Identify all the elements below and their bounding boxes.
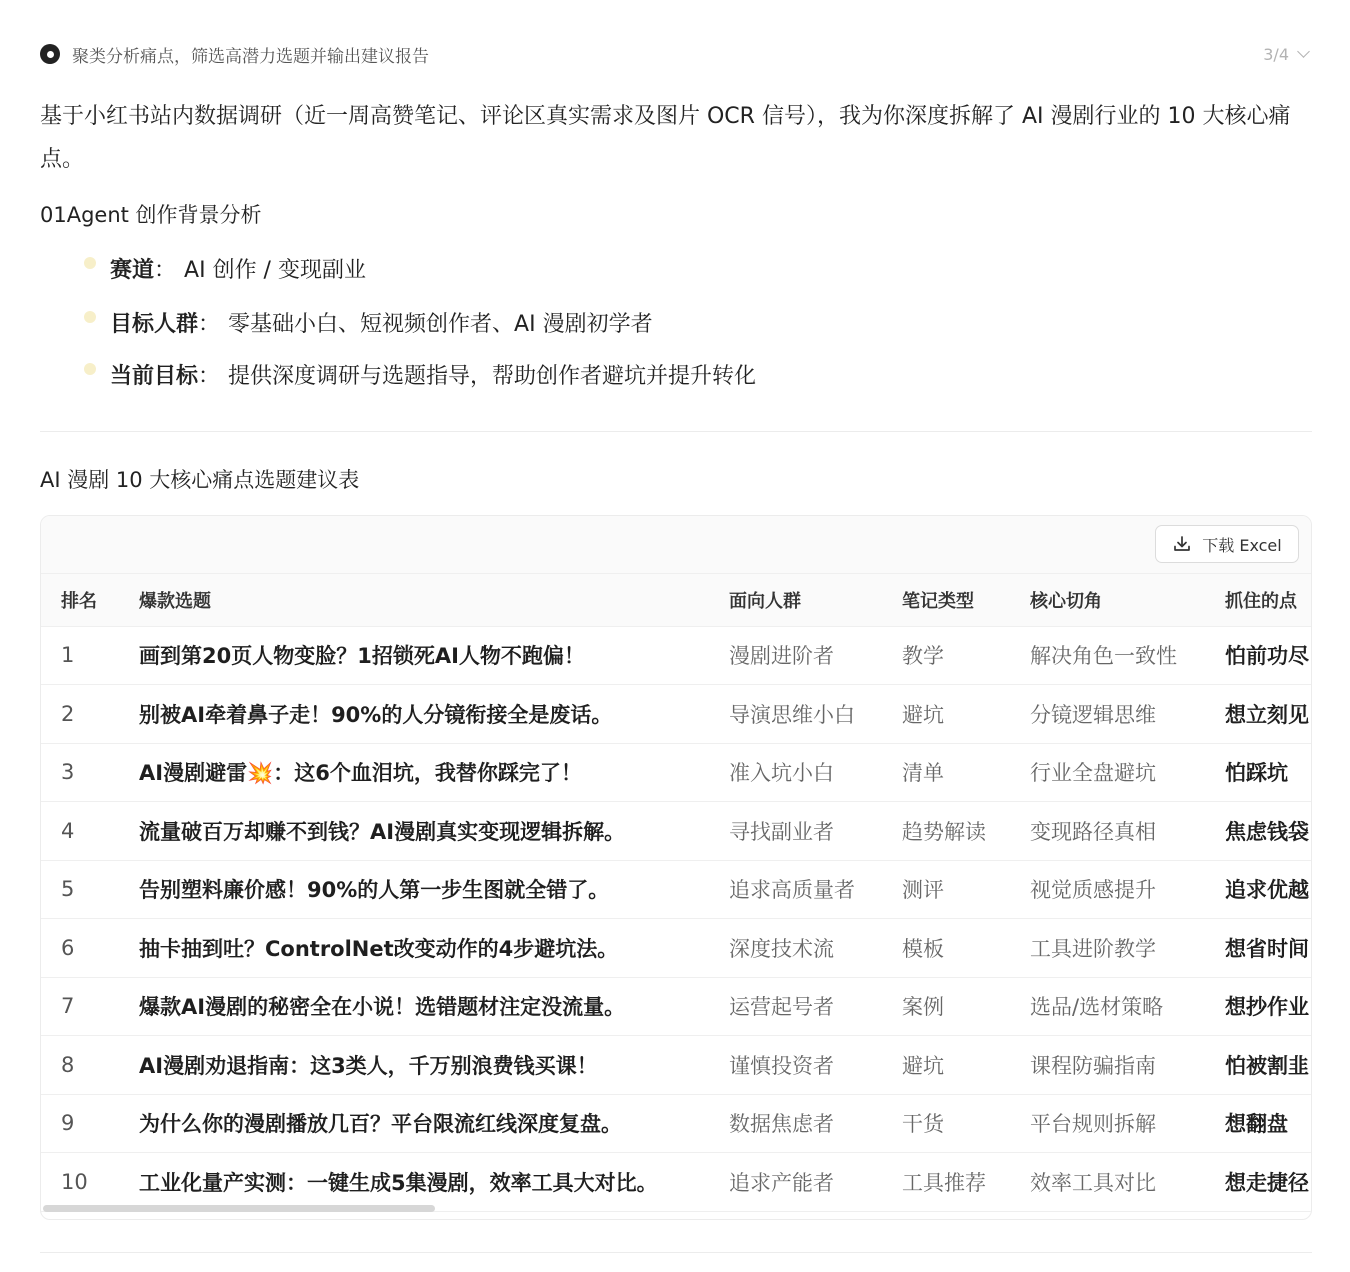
cell-hook: 想省时间	[1205, 919, 1312, 978]
header-rank: 排名	[41, 574, 119, 626]
cell-angle: 行业全盘避坑	[1010, 743, 1205, 802]
cell-audience: 运营起号者	[709, 977, 882, 1036]
background-list	[84, 248, 1312, 408]
cell-topic: 别被AI牵着鼻子走！90%的人分镜衔接全是废话。	[119, 685, 709, 744]
cell-topic: 告别塑料廉价感！90%的人第一步生图就全错了。	[119, 860, 709, 919]
cell-audience: 寻找副业者	[709, 802, 882, 861]
divider	[40, 1252, 1312, 1253]
cell-audience: 准入坑小白	[709, 743, 882, 802]
download-icon	[1172, 534, 1192, 554]
table-row	[41, 685, 1312, 744]
step-active-icon	[40, 44, 60, 64]
cell-hook: 想抄作业	[1205, 977, 1312, 1036]
table-title: AI 漫剧 10 大核心痛点选题建议表	[40, 468, 360, 492]
table-card	[40, 515, 1312, 1220]
cell-rank: 1	[41, 626, 119, 685]
cell-type: 避坑	[882, 685, 1010, 744]
list-item	[84, 354, 1312, 394]
cell-topic: 工业化量产实测：一键生成5集漫剧，效率工具大对比。	[119, 1153, 709, 1212]
cell-rank: 7	[41, 977, 119, 1036]
cell-angle: 分镜逻辑思维	[1010, 685, 1205, 744]
header-audience: 面向人群	[709, 574, 882, 626]
cell-audience: 漫剧进阶者	[709, 626, 882, 685]
cell-topic: 画到第20页人物变脸？1招锁死AI人物不跑偏！	[119, 626, 709, 685]
cell-type: 避坑	[882, 1036, 1010, 1095]
bullet-separator: ：	[198, 311, 221, 337]
cell-hook: 怕踩坑	[1205, 743, 1312, 802]
download-excel-button[interactable]	[1155, 525, 1299, 563]
cell-type: 趋势解读	[882, 802, 1010, 861]
section-label: 01Agent 创作背景分析	[40, 203, 262, 227]
list-item	[84, 248, 1312, 288]
cell-audience: 数据焦虑者	[709, 1094, 882, 1153]
cell-topic: 爆款AI漫剧的秘密全在小说！选错题材注定没流量。	[119, 977, 709, 1036]
cell-topic: AI漫剧劝退指南：这3类人，千万别浪费钱买课！	[119, 1036, 709, 1095]
table-row	[41, 860, 1312, 919]
cell-hook: 想翻盘	[1205, 1094, 1312, 1153]
bullet-separator: ：	[198, 363, 221, 389]
cell-hook: 怕被割韭	[1205, 1036, 1312, 1095]
cell-hook: 想立刻见	[1205, 685, 1312, 744]
cell-audience: 追求产能者	[709, 1153, 882, 1212]
horizontal-scrollbar[interactable]	[43, 1205, 435, 1212]
header-angle: 核心切角	[1010, 574, 1205, 626]
bullet-dot-icon	[84, 363, 96, 375]
bullet-separator: ：	[154, 257, 177, 283]
cell-rank: 10	[41, 1153, 119, 1212]
cell-rank: 9	[41, 1094, 119, 1153]
cell-rank: 6	[41, 919, 119, 978]
cell-audience: 深度技术流	[709, 919, 882, 978]
header-topic: 爆款选题	[119, 574, 709, 626]
cell-rank: 5	[41, 860, 119, 919]
bullet-key: 赛道	[110, 257, 155, 283]
table-header-row	[41, 574, 1312, 626]
cell-rank: 8	[41, 1036, 119, 1095]
list-item	[84, 302, 1312, 342]
cell-angle: 视觉质感提升	[1010, 860, 1205, 919]
table-row	[41, 743, 1312, 802]
cell-hook: 焦虑钱袋	[1205, 802, 1312, 861]
table-row	[41, 626, 1312, 685]
table-row	[41, 1153, 1312, 1212]
cell-angle: 平台规则拆解	[1010, 1094, 1205, 1153]
bullet-value: 零基础小白、短视频创作者、AI 漫剧初学者	[228, 311, 653, 337]
cell-type: 测评	[882, 860, 1010, 919]
divider	[40, 431, 1312, 432]
bullet-value: AI 创作 / 变现副业	[184, 257, 366, 283]
cell-hook: 怕前功尽	[1205, 626, 1312, 685]
cell-angle: 解决角色一致性	[1010, 626, 1205, 685]
cell-audience: 追求高质量者	[709, 860, 882, 919]
bullet-key: 目标人群	[110, 311, 199, 337]
cell-angle: 课程防骗指南	[1010, 1036, 1205, 1095]
step-header[interactable]	[40, 40, 1312, 68]
cell-angle: 变现路径真相	[1010, 802, 1205, 861]
cell-angle: 选品/选材策略	[1010, 977, 1205, 1036]
table-row	[41, 919, 1312, 978]
chevron-down-icon[interactable]	[1297, 45, 1310, 58]
table-row	[41, 977, 1312, 1036]
cell-topic: 为什么你的漫剧播放几百？平台限流红线深度复盘。	[119, 1094, 709, 1153]
cell-type: 模板	[882, 919, 1010, 978]
cell-rank: 4	[41, 802, 119, 861]
cell-topic: AI漫剧避雷💥：这6个血泪坑，我替你踩完了！	[119, 743, 709, 802]
cell-topic: 流量破百万却赚不到钱？AI漫剧真实变现逻辑拆解。	[119, 802, 709, 861]
cell-topic: 抽卡抽到吐？ControlNet改变动作的4步避坑法。	[119, 919, 709, 978]
cell-type: 干货	[882, 1094, 1010, 1153]
cell-audience: 导演思维小白	[709, 685, 882, 744]
table-row	[41, 1094, 1312, 1153]
cell-rank: 3	[41, 743, 119, 802]
cell-type: 教学	[882, 626, 1010, 685]
download-excel-label: 下载 Excel	[1202, 535, 1282, 555]
cell-hook: 想走捷径	[1205, 1153, 1312, 1212]
cell-hook: 追求优越	[1205, 860, 1312, 919]
header-type: 笔记类型	[882, 574, 1010, 626]
step-progress[interactable]	[1263, 45, 1312, 64]
table-viewport[interactable]	[41, 574, 1312, 1214]
bullet-key: 当前目标	[110, 363, 199, 389]
cell-angle: 效率工具对比	[1010, 1153, 1205, 1212]
table-row	[41, 802, 1312, 861]
cell-type: 案例	[882, 977, 1010, 1036]
step-progress-count: 3/4	[1263, 44, 1289, 64]
bullet-dot-icon	[84, 311, 96, 323]
bullet-value: 提供深度调研与选题指导，帮助创作者避坑并提升转化	[228, 363, 757, 389]
intro-paragraph: 基于小红书站内数据调研（近一周高赞笔记、评论区真实需求及图片 OCR 信号），我为你深度拆解了 AI 漫剧行业的 10 大核心痛点。	[40, 104, 1291, 172]
bullet-dot-icon	[84, 257, 96, 269]
cell-rank: 2	[41, 685, 119, 744]
cell-type: 工具推荐	[882, 1153, 1010, 1212]
step-title: 聚类分析痛点，筛选高潜力选题并输出建议报告	[72, 46, 429, 67]
cell-angle: 工具进阶教学	[1010, 919, 1205, 978]
header-hook: 抓住的点	[1205, 574, 1312, 626]
cell-audience: 谨慎投资者	[709, 1036, 882, 1095]
table-row	[41, 1036, 1312, 1095]
cell-type: 清单	[882, 743, 1010, 802]
table-toolbar	[41, 516, 1311, 574]
topics-table	[41, 574, 1312, 1212]
